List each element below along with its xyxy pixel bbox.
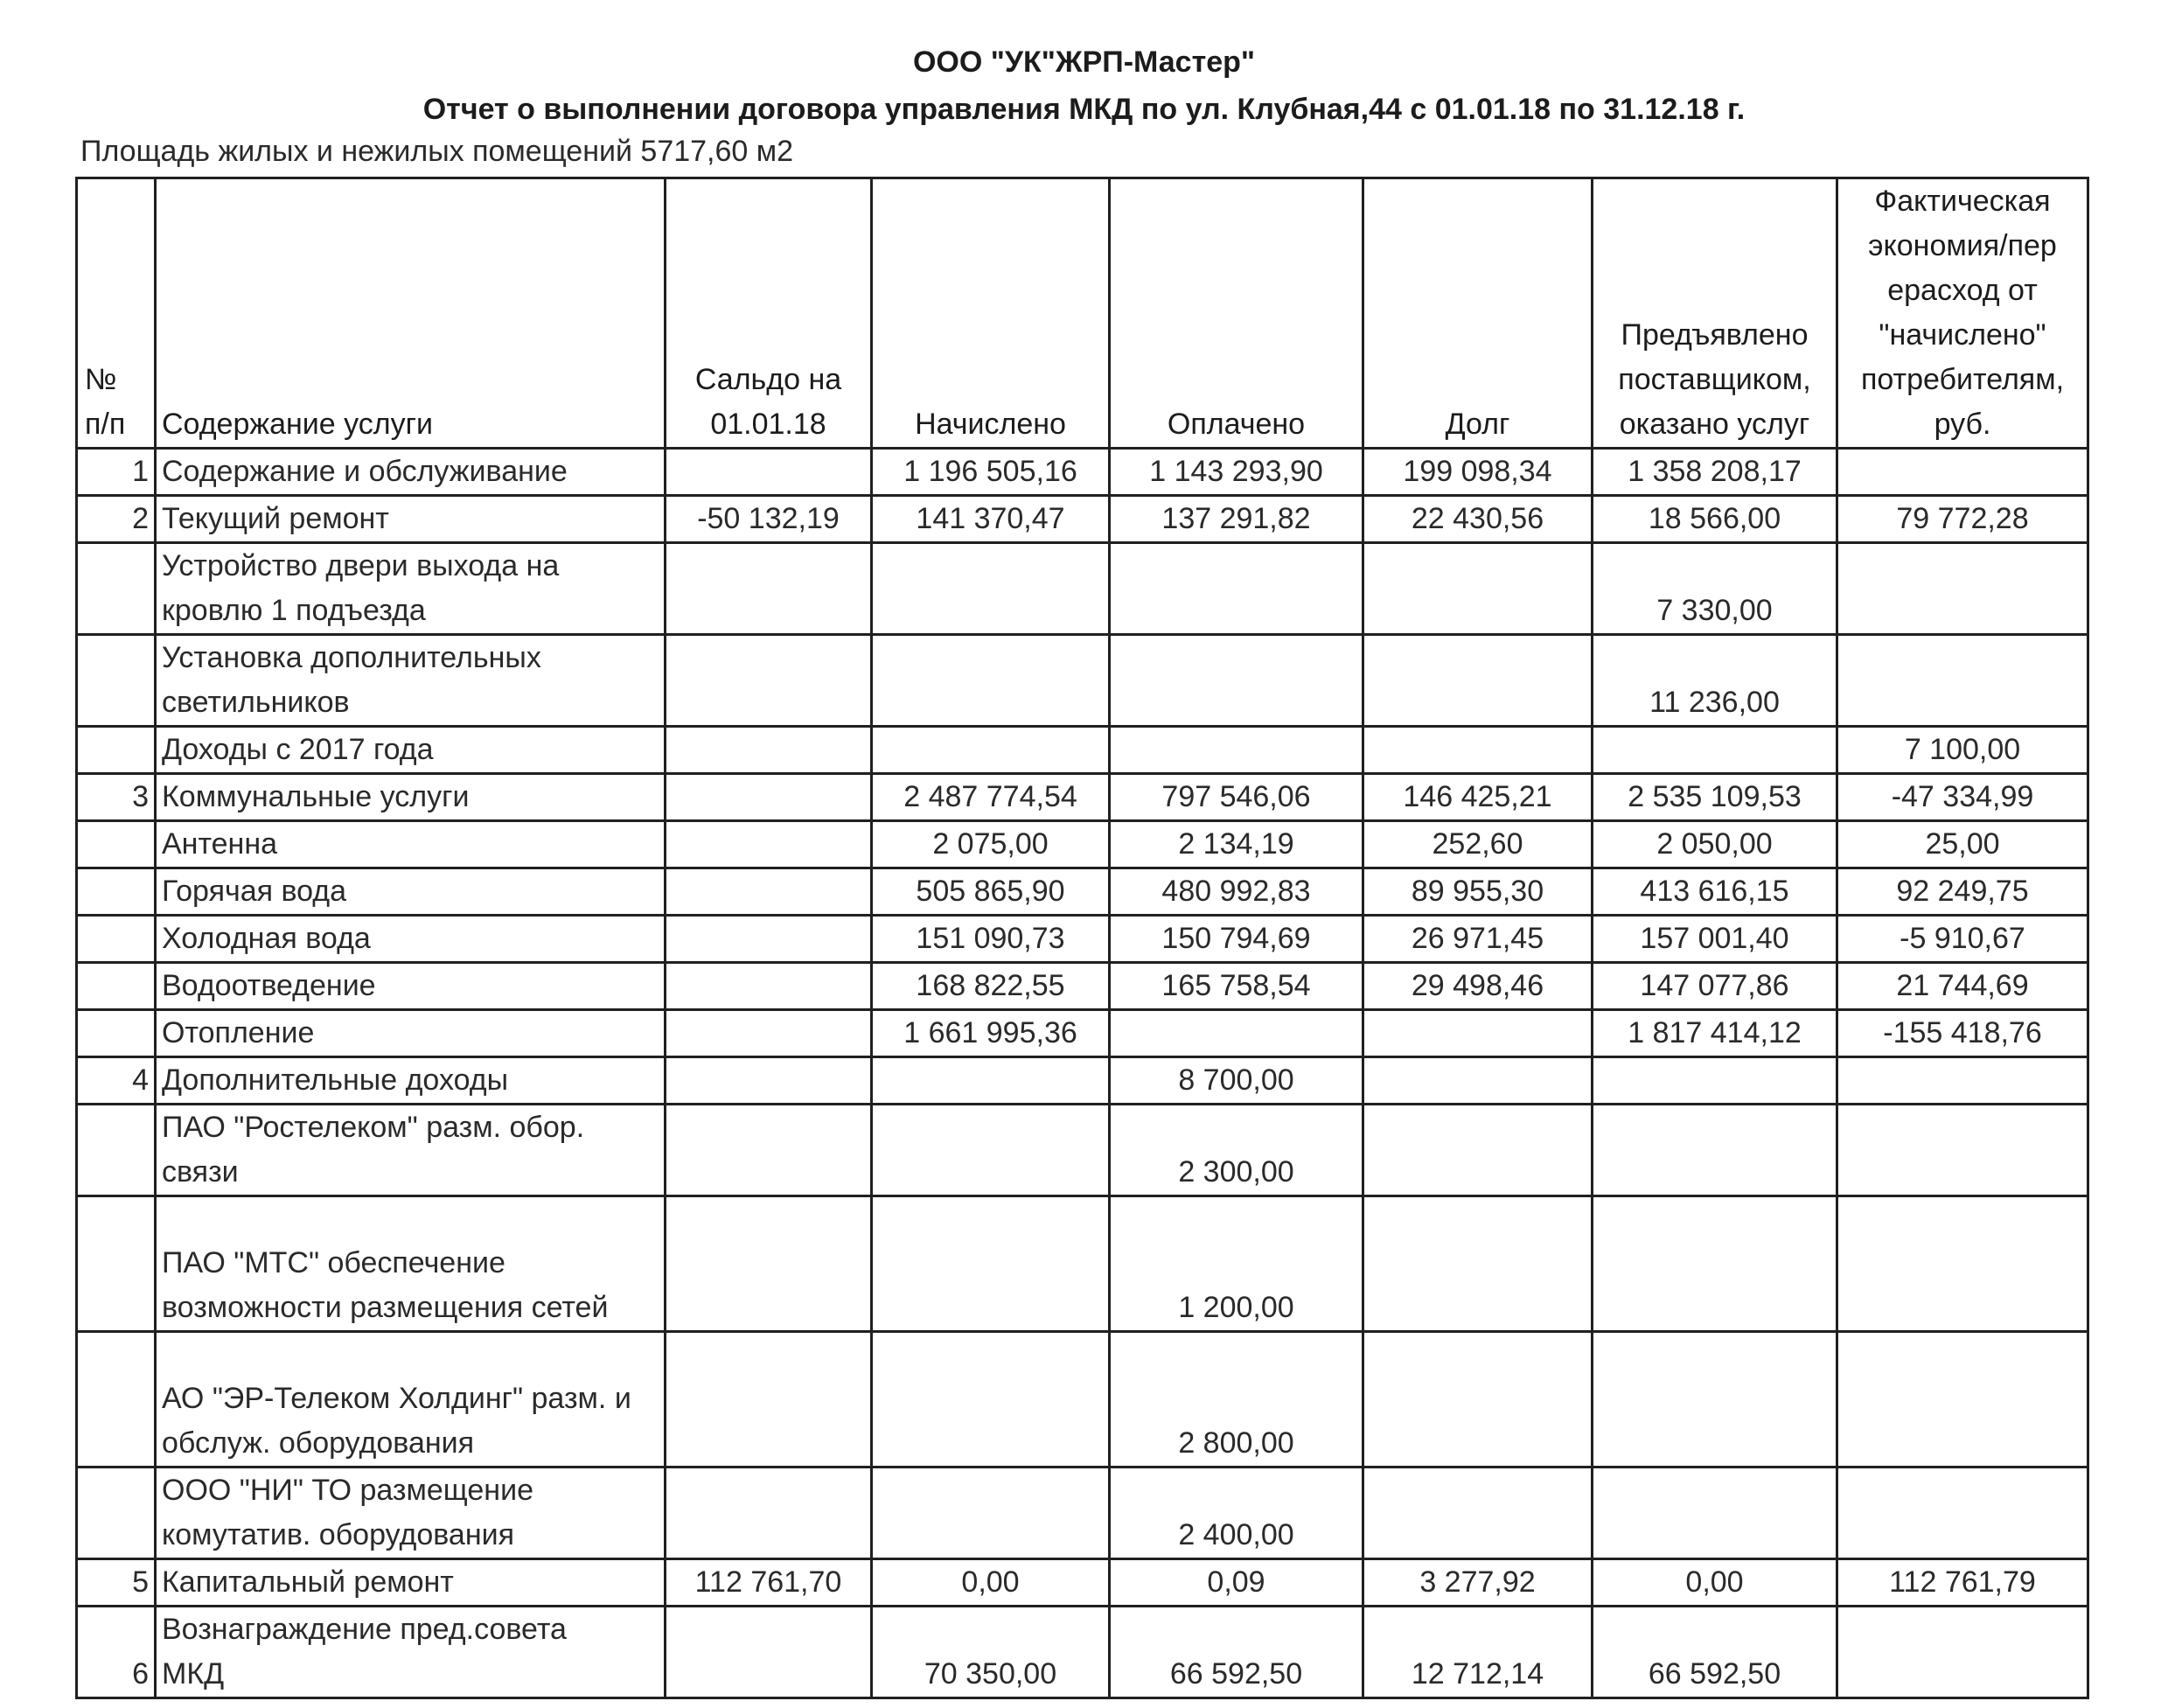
debt-value	[1363, 1332, 1593, 1467]
paid-value: 1 200,00	[1110, 1196, 1363, 1332]
saldo-value	[666, 821, 872, 868]
paid-value: 0,09	[1110, 1559, 1363, 1607]
saldo-value	[666, 868, 872, 916]
col-header-economy: Фактическая экономия/пер ерасход от "начислено" потребителям, руб.	[1837, 178, 2088, 449]
row-number	[77, 727, 156, 774]
service-name: Коммунальные услуги	[156, 774, 666, 821]
accrued-value: 141 370,47	[872, 496, 1110, 543]
supplier-value: 0,00	[1593, 1559, 1837, 1607]
debt-value	[1363, 727, 1593, 774]
accrued-value	[872, 1057, 1110, 1105]
row-number: 6	[77, 1607, 156, 1698]
area-note: Площадь жилых и нежилых помещений 5717,60 м2	[80, 135, 794, 168]
service-name: ПАО "Ростелеком" разм. обор. связи	[156, 1105, 666, 1196]
economy-value: 25,00	[1837, 821, 2088, 868]
economy-value	[1837, 1607, 2088, 1698]
debt-value	[1363, 1196, 1593, 1332]
table-row	[77, 635, 2088, 727]
table-row	[77, 868, 2088, 916]
col-header-number: № п/п	[77, 178, 156, 449]
saldo-value	[666, 1467, 872, 1559]
saldo-value: 112 761,70	[666, 1559, 872, 1607]
supplier-value	[1593, 1196, 1837, 1332]
debt-value	[1363, 1467, 1593, 1559]
paid-value: 480 992,83	[1110, 868, 1363, 916]
supplier-value: 413 616,15	[1593, 868, 1837, 916]
saldo-value	[666, 916, 872, 963]
table-row	[77, 1196, 2088, 1332]
debt-value	[1363, 635, 1593, 727]
economy-value: 79 772,28	[1837, 496, 2088, 543]
col-header-debt: Долг	[1363, 178, 1593, 449]
table-row	[77, 1057, 2088, 1105]
saldo-value	[666, 1010, 872, 1057]
supplier-value	[1593, 1332, 1837, 1467]
col-header-accrued: Начислено	[872, 178, 1110, 449]
economy-value	[1837, 1332, 2088, 1467]
debt-value	[1363, 1057, 1593, 1105]
economy-value: -47 334,99	[1837, 774, 2088, 821]
accrued-value: 1 661 995,36	[872, 1010, 1110, 1057]
service-name: Капитальный ремонт	[156, 1559, 666, 1607]
saldo-value	[666, 1105, 872, 1196]
debt-value	[1363, 1010, 1593, 1057]
accrued-value: 168 822,55	[872, 963, 1110, 1010]
col-header-supplier: Предъявлено поставщиком, оказано услуг	[1593, 178, 1837, 449]
supplier-value	[1593, 727, 1837, 774]
accrued-value	[872, 1196, 1110, 1332]
service-name: Горячая вода	[156, 868, 666, 916]
economy-value	[1837, 1105, 2088, 1196]
row-number	[77, 1196, 156, 1332]
service-name: Текущий ремонт	[156, 496, 666, 543]
debt-value: 252,60	[1363, 821, 1593, 868]
row-number	[77, 1010, 156, 1057]
table-row	[77, 1105, 2088, 1196]
economy-value: -5 910,67	[1837, 916, 2088, 963]
row-number	[77, 916, 156, 963]
paid-value: 137 291,82	[1110, 496, 1363, 543]
paid-value: 66 592,50	[1110, 1607, 1363, 1698]
service-name: Вознаграждение пред.совета МКД	[156, 1607, 666, 1698]
accrued-value	[872, 543, 1110, 635]
row-number: 1	[77, 449, 156, 496]
debt-value: 22 430,56	[1363, 496, 1593, 543]
supplier-value	[1593, 1467, 1837, 1559]
service-name: Отопление	[156, 1010, 666, 1057]
supplier-value: 1 817 414,12	[1593, 1010, 1837, 1057]
supplier-value: 2 050,00	[1593, 821, 1837, 868]
economy-value	[1837, 543, 2088, 635]
economy-value: 7 100,00	[1837, 727, 2088, 774]
service-name: Водоотведение	[156, 963, 666, 1010]
paid-value: 2 300,00	[1110, 1105, 1363, 1196]
saldo-value	[666, 449, 872, 496]
row-number	[77, 1105, 156, 1196]
paid-value	[1110, 1010, 1363, 1057]
accrued-value: 151 090,73	[872, 916, 1110, 963]
col-header-service: Содержание услуги	[156, 178, 666, 449]
saldo-value	[666, 727, 872, 774]
row-number: 2	[77, 496, 156, 543]
paid-value: 2 800,00	[1110, 1332, 1363, 1467]
accrued-value	[872, 1105, 1110, 1196]
service-name: Доходы с 2017 года	[156, 727, 666, 774]
paid-value	[1110, 635, 1363, 727]
debt-value	[1363, 1105, 1593, 1196]
table-row	[77, 1559, 2088, 1607]
accrued-value	[872, 1467, 1110, 1559]
accrued-value	[872, 1332, 1110, 1467]
supplier-value: 11 236,00	[1593, 635, 1837, 727]
saldo-value	[666, 1607, 872, 1698]
paid-value: 2 400,00	[1110, 1467, 1363, 1559]
debt-value: 146 425,21	[1363, 774, 1593, 821]
service-name: Антенна	[156, 821, 666, 868]
table-row	[77, 1607, 2088, 1698]
table-row	[77, 1467, 2088, 1559]
table-row	[77, 916, 2088, 963]
service-name: Холодная вода	[156, 916, 666, 963]
economy-value	[1837, 635, 2088, 727]
row-number	[77, 821, 156, 868]
accrued-value: 0,00	[872, 1559, 1110, 1607]
supplier-value: 157 001,40	[1593, 916, 1837, 963]
economy-value	[1837, 449, 2088, 496]
debt-value	[1363, 543, 1593, 635]
economy-value: 21 744,69	[1837, 963, 2088, 1010]
accrued-value: 2 075,00	[872, 821, 1110, 868]
paid-value: 2 134,19	[1110, 821, 1363, 868]
accrued-value	[872, 635, 1110, 727]
row-number: 4	[77, 1057, 156, 1105]
service-name: ООО "НИ" ТО размещение комутатив. оборудования	[156, 1467, 666, 1559]
economy-value	[1837, 1196, 2088, 1332]
economy-value: 92 249,75	[1837, 868, 2088, 916]
col-header-paid: Оплачено	[1110, 178, 1363, 449]
supplier-value: 1 358 208,17	[1593, 449, 1837, 496]
supplier-value: 147 077,86	[1593, 963, 1837, 1010]
service-name: АО "ЭР-Телеком Холдинг" разм. и обслуж. оборудования	[156, 1332, 666, 1467]
accrued-value: 1 196 505,16	[872, 449, 1110, 496]
organization-name: ООО "УК"ЖРП-Мастер"	[912, 45, 1256, 79]
saldo-value	[666, 1057, 872, 1105]
table-row	[77, 1010, 2088, 1057]
paid-value	[1110, 543, 1363, 635]
row-number	[77, 963, 156, 1010]
economy-value: 112 761,79	[1837, 1559, 2088, 1607]
economy-value: -155 418,76	[1837, 1010, 2088, 1057]
supplier-value: 66 592,50	[1593, 1607, 1837, 1698]
service-name: Дополнительные доходы	[156, 1057, 666, 1105]
saldo-value	[666, 543, 872, 635]
row-number	[77, 868, 156, 916]
supplier-value: 2 535 109,53	[1593, 774, 1837, 821]
paid-value: 150 794,69	[1110, 916, 1363, 963]
accrued-value: 505 865,90	[872, 868, 1110, 916]
debt-value: 26 971,45	[1363, 916, 1593, 963]
row-number	[77, 1332, 156, 1467]
debt-value: 12 712,14	[1363, 1607, 1593, 1698]
paid-value: 797 546,06	[1110, 774, 1363, 821]
row-number	[77, 543, 156, 635]
service-name: Установка дополнительных светильников	[156, 635, 666, 727]
supplier-value: 7 330,00	[1593, 543, 1837, 635]
table-row	[77, 496, 2088, 543]
paid-value: 8 700,00	[1110, 1057, 1363, 1105]
supplier-value: 18 566,00	[1593, 496, 1837, 543]
accrued-value: 2 487 774,54	[872, 774, 1110, 821]
saldo-value	[666, 1332, 872, 1467]
accrued-value: 70 350,00	[872, 1607, 1110, 1698]
report-title: Отчет о выполнении договора управления МКД по ул. Клубная,44 с 01.01.18 по 31.12.18 г.	[422, 93, 1746, 126]
report-table	[75, 177, 2089, 1699]
header-row	[77, 178, 2088, 449]
col-header-saldo: Сальдо на 01.01.18	[666, 178, 872, 449]
table-row	[77, 821, 2088, 868]
supplier-value	[1593, 1105, 1837, 1196]
saldo-value	[666, 1196, 872, 1332]
row-number	[77, 635, 156, 727]
saldo-value	[666, 774, 872, 821]
table-row	[77, 774, 2088, 821]
row-number: 3	[77, 774, 156, 821]
debt-value: 29 498,46	[1363, 963, 1593, 1010]
debt-value: 199 098,34	[1363, 449, 1593, 496]
supplier-value	[1593, 1057, 1837, 1105]
saldo-value: -50 132,19	[666, 496, 872, 543]
row-number: 5	[77, 1559, 156, 1607]
accrued-value	[872, 727, 1110, 774]
paid-value: 165 758,54	[1110, 963, 1363, 1010]
paid-value: 1 143 293,90	[1110, 449, 1363, 496]
debt-value: 89 955,30	[1363, 868, 1593, 916]
service-name: Устройство двери выхода на кровлю 1 подъезда	[156, 543, 666, 635]
saldo-value	[666, 635, 872, 727]
paid-value	[1110, 727, 1363, 774]
table-row	[77, 1332, 2088, 1467]
saldo-value	[666, 963, 872, 1010]
table-row	[77, 963, 2088, 1010]
table-row	[77, 727, 2088, 774]
service-name: ПАО "МТС" обеспечение возможности размещения сетей	[156, 1196, 666, 1332]
economy-value	[1837, 1057, 2088, 1105]
economy-value	[1837, 1467, 2088, 1559]
debt-value: 3 277,92	[1363, 1559, 1593, 1607]
service-name: Содержание и обслуживание	[156, 449, 666, 496]
table-row	[77, 449, 2088, 496]
table-row	[77, 543, 2088, 635]
row-number	[77, 1467, 156, 1559]
